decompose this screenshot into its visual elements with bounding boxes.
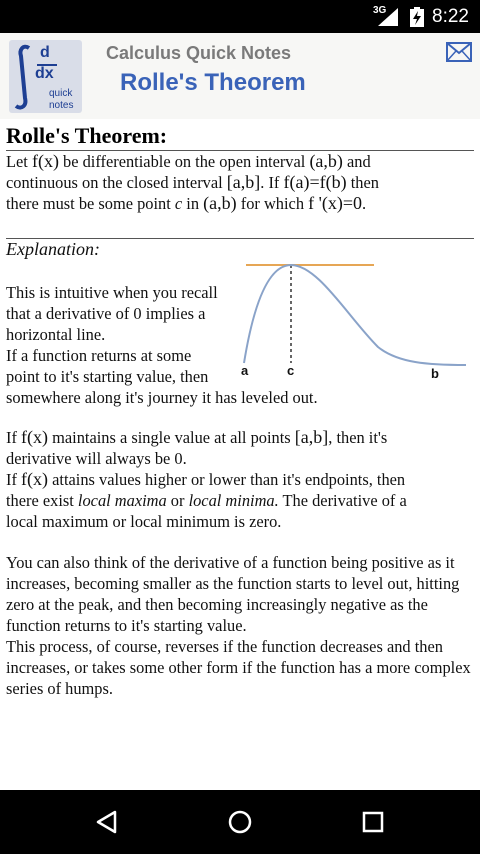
math-fx: f(x) (21, 427, 49, 447)
text-span: local minima. (188, 491, 279, 510)
text-line: This is intuitive when you recall (6, 283, 218, 302)
text-span: If (6, 470, 17, 489)
function-curve (244, 265, 466, 365)
envelope-icon[interactable] (446, 42, 472, 62)
math-derivative-zero: f '(x)=0 (308, 193, 363, 213)
text-span: attains values higher or lower than it's endpoints, then (52, 470, 406, 489)
page-title: Rolle's Theorem (120, 69, 306, 96)
text-span: and (347, 152, 371, 171)
text-span: continuous on the closed interval (6, 173, 223, 192)
intuition-para-top (6, 282, 242, 387)
clock: 8:22 (432, 6, 469, 27)
text-span: Let (6, 152, 28, 171)
single-value-para (6, 427, 474, 532)
text-span: or (170, 491, 185, 510)
home-icon[interactable] (227, 809, 253, 835)
math-open-interval: (a,b) (203, 193, 237, 213)
text-span: then (350, 173, 379, 192)
math-closed-interval: [a,b] (294, 427, 329, 447)
text-line: that a derivative of 0 implies a (6, 304, 206, 323)
text-span: The derivative of a (282, 491, 407, 510)
network-type: 3G (373, 5, 387, 16)
section-heading: Rolle's Theorem: (6, 123, 168, 148)
theorem-statement (6, 151, 474, 214)
intuition-para-bottom (6, 387, 474, 408)
text-line: point to it's starting value, then (6, 367, 209, 386)
label-a: a (241, 363, 249, 378)
text-block: This process, of course, reverses if the function decreases and then increases, or takes some other form if the function has a more complex series of humps. (6, 637, 471, 698)
text-span: local maxima (77, 491, 167, 510)
logo-d: d (40, 44, 50, 61)
status-bar (0, 0, 480, 33)
signal-icon (378, 8, 398, 26)
text-span: maintains a single value at all points (52, 428, 291, 447)
text-span: for which (240, 194, 305, 213)
rolle-graph (238, 257, 468, 379)
app-logo (9, 40, 82, 113)
app-header (0, 33, 480, 119)
back-icon[interactable] (94, 809, 120, 835)
text-span: there must be some point (6, 194, 171, 213)
recents-icon[interactable] (361, 810, 385, 834)
text-span: , then it's (328, 428, 388, 447)
text-line: derivative will always be 0. (6, 449, 187, 468)
text-span: be differentiable on the open interval (63, 152, 306, 171)
math-fx: f(x) (31, 151, 59, 171)
text-span: in (186, 194, 200, 213)
app-name: Calculus Quick Notes (106, 43, 292, 63)
text-line: local maximum or local minimum is zero. (6, 512, 282, 531)
math-fx: f(x) (21, 469, 49, 489)
text-span: there exist (6, 491, 74, 510)
derivative-para (6, 552, 474, 699)
text-span: . If (260, 173, 280, 192)
text-line: somewhere along it's journey it has leveled out. (6, 388, 318, 407)
logo-quick: quick (49, 88, 73, 99)
explanation-label: Explanation: (6, 239, 100, 259)
text-block: You can also think of the derivative of a function being positive as it increases, becoming smaller as the function starts to level out, hitting zero at the peak, and then becoming increasingly negative as the function returns to it's starting value. (6, 553, 460, 635)
logo-dx: dx (35, 65, 54, 82)
math-closed-interval: [a,b] (226, 172, 261, 192)
math-open-interval: (a,b) (309, 151, 343, 171)
math-fa-equals-fb: f(a)=f(b) (283, 172, 347, 192)
text-line: horizontal line. (6, 325, 106, 344)
label-c: c (287, 363, 295, 378)
notes-content[interactable] (0, 119, 480, 790)
label-b: b (431, 366, 439, 379)
text-span: If (6, 428, 17, 447)
text-line: If a function returns at some (6, 346, 192, 365)
battery-charging-icon (410, 7, 424, 27)
text-span: . (362, 194, 367, 213)
math-c: c (174, 194, 183, 213)
navigation-bar (0, 790, 480, 854)
logo-notes: notes (49, 100, 74, 111)
